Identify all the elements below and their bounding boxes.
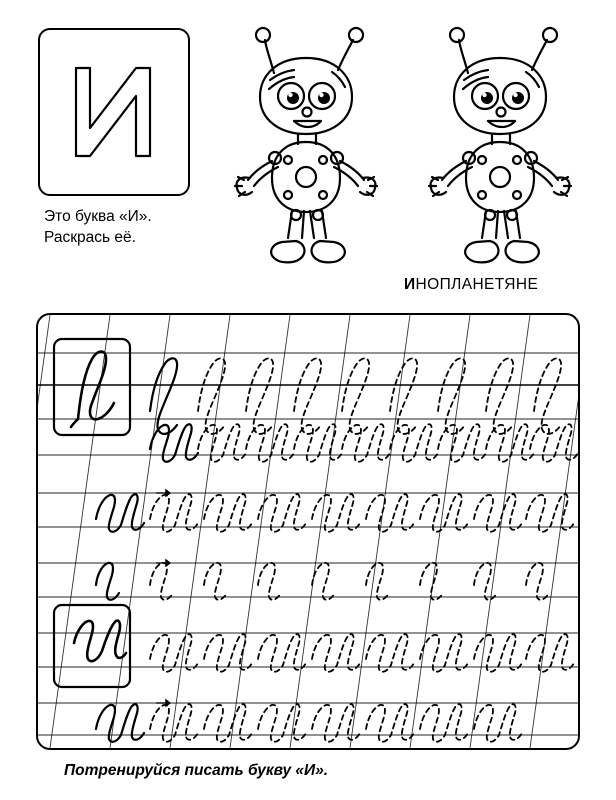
instruction-line-2: Раскрась её. [44,229,136,246]
bottom-instruction: Потренируйся писать букву «И». [64,762,329,779]
practice-grid [38,315,578,748]
instruction-line-1: Это буква «И». [44,208,152,225]
trace-row-3 [96,494,574,532]
letter-card-glyph [40,30,187,193]
model-letter-box-2 [54,605,130,687]
top-illustration-area [0,0,616,310]
trace-row-6 [96,704,522,742]
handwriting-practice-frame [36,313,580,750]
letter-card [38,28,190,196]
alien-word-first-letter: И [404,276,416,293]
alien-right [429,28,571,262]
trace-row-4 [96,563,549,600]
alien-left [235,28,377,262]
alien-word-label [404,276,538,294]
trace-row-5 [150,634,574,672]
alien-word-rest: НОПЛАНЕТЯНЕ [415,276,539,293]
trace-row-1 [150,358,561,434]
two-aliens-illustration [222,20,602,270]
